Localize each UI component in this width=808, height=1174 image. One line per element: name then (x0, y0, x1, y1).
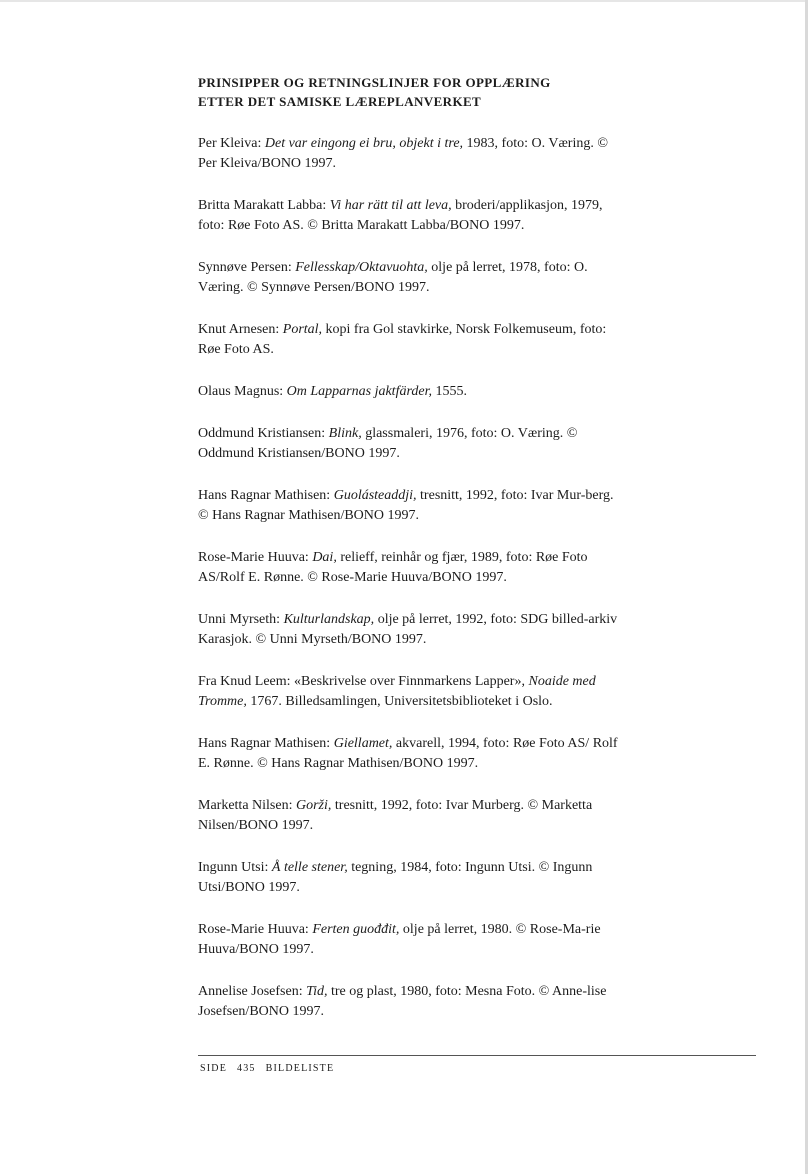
credit-work: Det var eingong ei bru, objekt i tre, (264, 136, 464, 151)
credit-work: Kulturlandskap, (283, 612, 375, 627)
heading-line-1: PRINSIPPER OG RETNINGSLINJER FOR OPPLÆRING (198, 75, 551, 90)
credit-rest: tresnitt, 1992, foto: Ivar Murberg. © Marketta Nilsen/BONO 1997. (198, 798, 593, 833)
credit-work: Blink, (328, 426, 362, 441)
credit-work: Gorži, (295, 798, 332, 813)
credit-artist: Olaus Magnus: (198, 384, 287, 399)
credit-rest: glassmaleri, 1976, foto: O. Væring. © Oddmund Kristiansen/BONO 1997. (198, 426, 578, 461)
credit-entry (198, 672, 618, 712)
credit-entry (198, 258, 618, 298)
footer-section: BILDELISTE (265, 1063, 335, 1074)
credit-work: Om Lapparnas jaktfärder, (286, 384, 432, 399)
credit-rest: olje på lerret, 1978, foto: O. Væring. © Synnøve Persen/BONO 1997. (198, 260, 588, 295)
credit-work: Tid, (306, 984, 328, 999)
credit-entry (198, 424, 618, 464)
credit-work: Vi har rätt til att leva, (329, 198, 452, 213)
credit-artist: Synnøve Persen: (198, 260, 296, 275)
credit-entry (198, 610, 618, 650)
credit-entry (198, 320, 618, 360)
credit-artist: Knut Arnesen: (198, 322, 283, 337)
credit-artist: Marketta Nilsen: (198, 798, 296, 813)
credit-rest: tresnitt, 1992, foto: Ivar Mur-berg. © Hans Ragnar Mathisen/BONO 1997. (198, 488, 614, 523)
credit-work: Guolásteaddji, (333, 488, 417, 503)
footer-side-label: SIDE (200, 1063, 228, 1074)
credit-rest: olje på lerret, 1980. © Rose-Ma-rie Huuva/BONO 1997. (198, 922, 601, 957)
credit-rest: tegning, 1984, foto: Ingunn Utsi. © Ingunn Utsi/BONO 1997. (198, 860, 593, 895)
credit-entry (198, 548, 618, 588)
page-heading (198, 73, 718, 111)
credit-rest: broderi/applikasjon, 1979, foto: Røe Foto AS. © Britta Marakatt Labba/BONO 1997. (198, 198, 603, 233)
credit-rest: kopi fra Gol stavkirke, Norsk Folkemuseum, foto: Røe Foto AS. (198, 322, 607, 357)
credit-entry (198, 382, 618, 402)
credit-work: Å telle stener, (271, 860, 348, 875)
credit-rest: tre og plast, 1980, foto: Mesna Foto. © Anne-lise Josefsen/BONO 1997. (198, 984, 607, 1019)
credit-work: Portal, (282, 322, 323, 337)
credit-entry (198, 982, 618, 1022)
credit-entry (198, 796, 618, 836)
credit-artist: Hans Ragnar Mathisen: (198, 488, 334, 503)
credit-rest: 1555. (432, 384, 467, 399)
credit-rest: akvarell, 1994, foto: Røe Foto AS/ Rolf E. Rønne. © Hans Ragnar Mathisen/BONO 1997. (198, 736, 618, 771)
footer-rule (198, 1055, 756, 1056)
credit-work: Dai, (312, 550, 337, 565)
credit-rest: 1983, foto: O. Væring. © Per Kleiva/BONO 1997. (198, 136, 608, 171)
credit-artist: Rose-Marie Huuva: (198, 550, 313, 565)
credit-artist: Hans Ragnar Mathisen: (198, 736, 334, 751)
credit-work: Noaide med Tromme, (198, 674, 596, 709)
credit-entry (198, 134, 618, 174)
credit-entry (198, 486, 618, 526)
credit-artist: Fra Knud Leem: «Beskrivelse over Finnmarkens Lapper», (198, 674, 529, 689)
credit-artist: Unni Myrseth: (198, 612, 284, 627)
credit-entry (198, 196, 618, 236)
credit-artist: Per Kleiva: (198, 136, 265, 151)
credit-artist: Oddmund Kristiansen: (198, 426, 329, 441)
credit-artist: Annelise Josefsen: (198, 984, 307, 999)
credit-entry (198, 920, 618, 960)
credit-artist: Ingunn Utsi: (198, 860, 272, 875)
heading-line-2: ETTER DET SAMISKE LÆREPLANVERKET (198, 94, 482, 109)
credit-rest: olje på lerret, 1992, foto: SDG billed-arkiv Karasjok. © Unni Myrseth/BONO 1997. (198, 612, 618, 647)
page-footer (200, 1063, 344, 1074)
credit-entry (198, 858, 618, 898)
credit-rest: relieff, reinhår og fjær, 1989, foto: Røe Foto AS/Rolf E. Rønne. © Rose-Marie Huuva/BONO 1997. (198, 550, 588, 585)
page-top-edge (0, 0, 808, 2)
credit-work: Giellamet, (333, 736, 393, 751)
picture-credits-list (198, 134, 618, 1044)
credit-entry (198, 734, 618, 774)
credit-artist: Rose-Marie Huuva: (198, 922, 313, 937)
credit-artist: Britta Marakatt Labba: (198, 198, 330, 213)
credit-work: Fellesskap/Oktavuohta, (295, 260, 428, 275)
credit-work: Ferten guođđit, (312, 922, 400, 937)
footer-page-number: 435 (237, 1063, 256, 1074)
credit-rest: 1767. Billedsamlingen, Universitetsbiblioteket i Oslo. (246, 694, 553, 709)
